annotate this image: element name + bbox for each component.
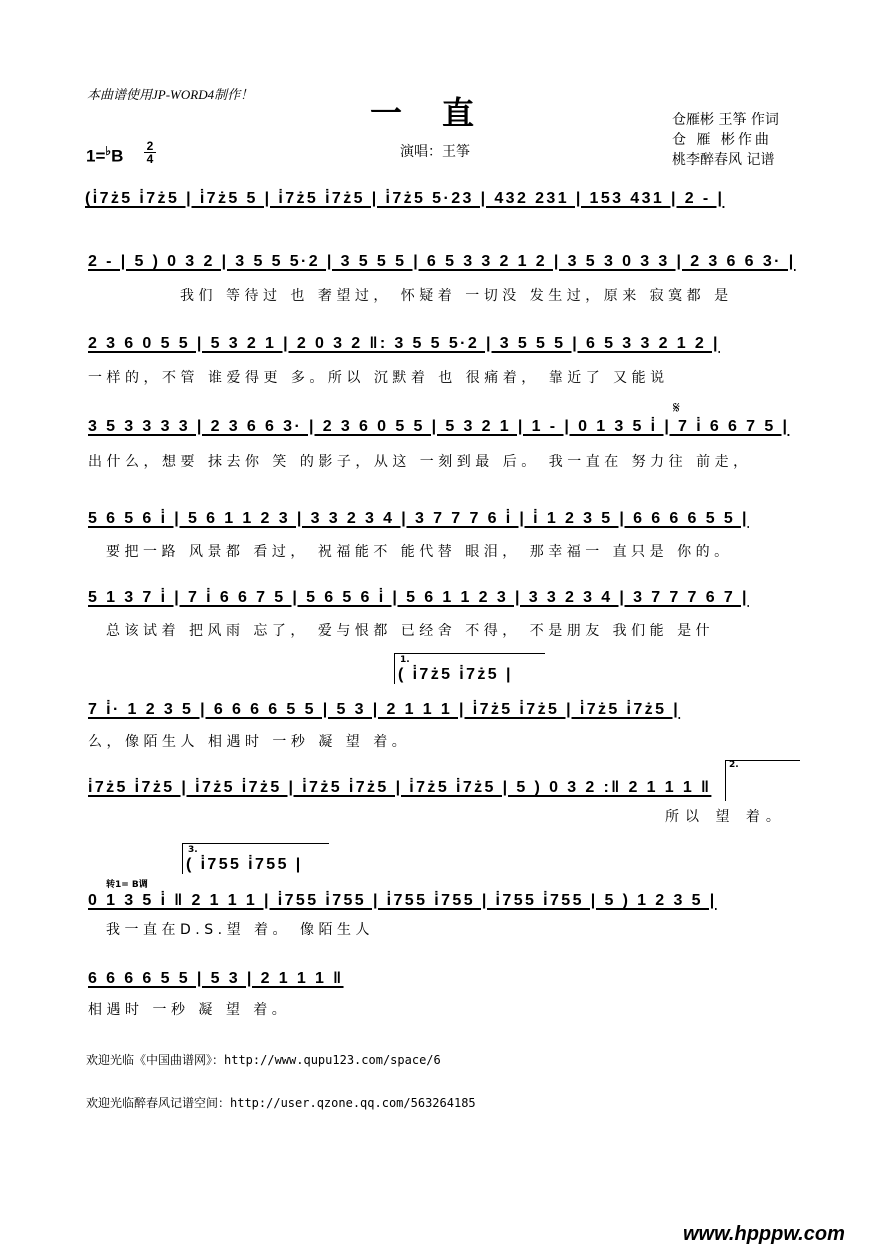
software-note: 本曲谱使用JP-WORD4制作！ <box>87 87 254 102</box>
footer-link-qupu[interactable]: 欢迎光临《中国曲谱网》：http://www.qupu123.com/space/6 <box>86 1053 441 1067</box>
lyric-row-8: 所以 望 着。 <box>665 809 786 825</box>
lyric-row-6: 总该试着 把风雨 忘了， 爱与恨都 已经舍 不得， 不是朋友 我们能 是什 <box>106 623 715 639</box>
lyricist-credit: 仓雁彬 王筝 作词 <box>672 112 779 128</box>
key-signature <box>86 144 123 167</box>
lyric-row-7: 么，像陌生人 相遇时 一秒 凝 望 着。 <box>88 734 411 750</box>
music-row-6: 5 1 3 7 i̇ | 7 i̇ 6 6 7 5 | 5 6 5 6 i̇ | 5 6 1 1 2 3 | 3 3 2 3 4 | 3 7 7 7 6 7 | <box>88 589 749 606</box>
lyric-row-4: 出什么，想要 抹去你 笑 的影子，从这 一刻到最 后。 我一直在 努力往 前走， <box>88 454 752 470</box>
music-row-2: 2 - | 5 ) 0 3 2 | 3 5 5 5·2 | 3 5 5 5 | 6 5 3 3 2 1 2 | 3 5 3 0 3 3 | 2 3 6 6 3· | <box>88 253 796 270</box>
key-letter: B <box>111 146 124 166</box>
music-row-1: (i̇7ż5 i̇7ż5 | i̇7ż5 5 | i̇7ż5 i̇7ż5 | i̇7ż5 5·23 | 432 231 | 153 431 | 2 - | <box>85 190 725 207</box>
modulation-mark: 转1= B调 <box>106 880 148 890</box>
time-signature <box>144 140 156 165</box>
song-title: 一直 <box>370 94 515 132</box>
transcriber-credit: 桃李醉春风 记谱 <box>672 152 775 168</box>
singer-credit: 演唱：王筝 <box>400 144 470 160</box>
volta-one-music: ( i̇7ż5 i̇7ż5 | <box>398 666 513 683</box>
music-row-10: 6 6 6 6 5 5 | 5 3 | 2 1 1 1 ‖ <box>88 970 344 987</box>
music-row-4: 3 5 3 3 3 3 | 2 3 6 6 3· | 2 3 6 0 5 5 | 5 3 2 1 | 1 - | 0 1 3 5 i̇ | 7 i̇ 6 6 7 5 | <box>88 418 790 435</box>
music-row-7: 7 i̇· 1 2 3 5 | 6 6 6 6 5 5 | 5 3 | 2 1 1 1 | i̇7ż5 i̇7ż5 | i̇7ż5 i̇7ż5 | <box>88 701 681 718</box>
segno-sign: 𝄋 <box>673 398 680 417</box>
lyric-row-9: 我一直在D.S.望 着。 像陌生人 <box>106 922 374 938</box>
time-bottom: 4 <box>144 152 156 165</box>
music-row-5: 5 6 5 6 i̇ | 5 6 1 1 2 3 | 3 3 2 3 4 | 3 7 7 7 6 i̇ | i̇ 1 2 3 5 | 6 6 6 6 5 5 | <box>88 510 749 527</box>
watermark-url: www.hpppw.com <box>683 1223 845 1245</box>
volta-three-music: ( i̇755 i̇755 | <box>186 856 303 873</box>
time-top: 2 <box>146 139 154 153</box>
lyric-row-10: 相遇时 一秒 凝 望 着。 <box>88 1002 291 1018</box>
volta-one-label: 1. <box>400 655 410 665</box>
volta-two-label: 2. <box>729 760 739 770</box>
lyric-row-3: 一样的，不管 谁爱得更 多。所以 沉默着 也 很痛着， 靠近了 又能说 <box>88 370 669 386</box>
key-prefix: 1= <box>86 146 106 166</box>
lyric-row-5: 要把一路 风景都 看过， 祝福能不 能代替 眼泪， 那幸福一 直只是 你的。 <box>106 544 733 560</box>
music-row-8: i̇7ż5 i̇7ż5 | i̇7ż5 i̇7ż5 | i̇7ż5 i̇7ż5 | i̇7ż5 i̇7ż5 | 5 ) 0 3 2 :‖ 2 1 1 1 ‖ <box>88 779 712 796</box>
music-row-9: 0 1 3 5 i̇ ‖ 2 1 1 1 | i̇755 i̇755 | i̇755 i̇755 | i̇755 i̇755 | 5 ) 1 2 3 5 | <box>88 892 717 909</box>
composer-credit: 仓 雁 彬作曲 <box>672 132 772 148</box>
flat-sign: ♭ <box>105 144 112 158</box>
music-row-3: 2 3 6 0 5 5 | 5 3 2 1 | 2 0 3 2 ‖: 3 5 5 5·2 | 3 5 5 5 | 6 5 3 3 2 1 2 | <box>88 335 720 352</box>
volta-three-label: 3. <box>188 845 198 855</box>
footer-link-qzone[interactable]: 欢迎光临醉春风记谱空间：http://user.qzone.qq.com/563264185 <box>86 1096 476 1110</box>
lyric-row-2: 我们 等待过 也 奢望过， 怀疑着 一切没 发生过，原来 寂寞都 是 <box>180 288 733 304</box>
